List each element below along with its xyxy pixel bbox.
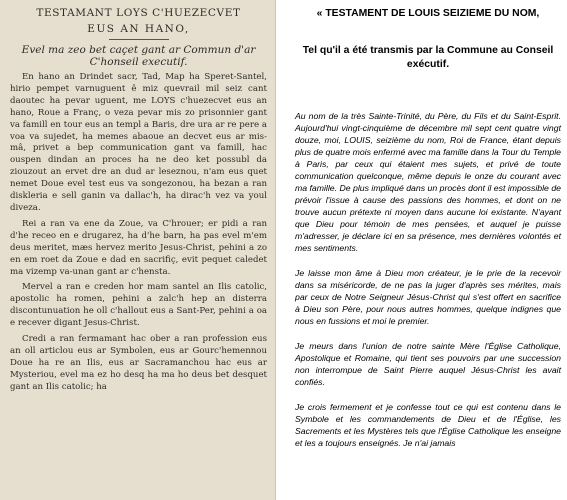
scan-paragraph-4: Credi a ran fermamant hac ober a ran profession eus an oll articlou eus ar Symbolen, eus ar Gourc'hemennou Doue ha re an Ilis, eus ar Sacramanchou hac eus ar Mysteriou, evel ma ez ho desq ha ma ho deus bet desquet gant an Ilis catolic; ha xyxy=(10,334,267,392)
french-translation xyxy=(295,0,561,500)
translation-subtitle: Tel qu'il a été transmis par la Commune au Conseil exécutif. xyxy=(302,45,554,70)
translation-paragraph-4: Je crois fermement et je confesse tout ce qui est contenu dans le Symbole et les commandements de Dieu et de l'Église, les Sacrements et les Mystères tels que l'Église Catholique les enseigne et les a toujours enseignés. Je n'ai jamais xyxy=(295,402,561,448)
breton-scan xyxy=(0,0,276,500)
translation-paragraph-1: Au nom de la très Sainte-Trinité, du Père, du Fils et du Saint-Esprit. Aujourd'hui vingt-cinquième de décembre mil sept cent quatre vingt douze, moi, LOUIS, seizième du nom, Roi de France, étant depuis plus de quatre mois enfermé avec ma famille dans la Tour du Temple à Paris, par ceux qui étaient mes sujets, et privé de toute communication quelconque, même depuis le onze du courant avec ma famille. De plus impliqué dans un procès dont il est impossible de prévoir l'issue à cause des passions des hommes, et dont on ne trouve aucun prétexte ni moyen dans aucune loi existante. N'ayant que Dieu pour témoin de mes pensées, et auquel je puisse m'adresser, je déclare ici en sa présence, mes dernières volontés et mes sentiments. xyxy=(295,111,561,253)
translation-paragraph-2: Je laisse mon âme à Dieu mon créateur, je le prie de la recevoir dans sa miséricorde, de ne pas la juger d'après ses mérites, mais par ceux de Notre Seigneur Jésus-Christ qui s'est offert en sacrifice à Dieu son Père, pour nous autres hommes, quelque indignes que nous en fussions et moi le premier. xyxy=(295,268,561,326)
translation-title: « TESTAMENT DE LOUIS SEIZIEME DU NOM, xyxy=(316,8,540,19)
scan-divider xyxy=(109,39,169,40)
scan-paragraph-2: Rei a ran va ene da Zoue, va C'hrouer; er pidi a ran d'he receo en e drugarez, ha d'he barn, ha pas evel m'em deus meritet, mæs hervez merito Jesus-Christ, pehini a zo en em roet da Zoue e dad en sacrifiç, evit pequet caledet ma vizemp va-unan gant ar c'hensta. xyxy=(10,218,267,277)
scan-subtitle: Evel ma zeo bet caçet gant ar Commun d'ar C'honseil executif. xyxy=(21,44,256,68)
scan-paragraph-3: Mervel a ran e creden hor mam santel an Ilis catolic, apostolic ha romen, pehini a zalc'h hep an disterra discontunuation he oll c'hallout eus a Sant-Per, pehini a oa e recever digant Jesus-Christ. xyxy=(10,282,267,329)
scan-title-line1: TESTAMANT LOYS C'HUEZECVET xyxy=(36,7,241,19)
translation-paragraph-3: Je meurs dans l'union de notre sainte Mère l'Église Catholique, Apostolique et Romaine, qui tient ses pouvoirs par une succession non interrompue de Saint Pierre auquel Jésus-Christ les avait confiés. xyxy=(295,341,561,387)
scan-title-line2: EUS AN HANO, xyxy=(87,23,190,35)
scan-paragraph-1: En hano an Drindet sacr, Tad, Map ha Speret-Santel, hirio pempet varnuguent ê miz quevrail mil seiz cant daoutec ha pevar uguent, me LOYS c'huezecvet eus an hano, Roue a Franç, o veza pevar mis zo prisonnier gant va famill en tour eus an templ a Baris, dre ura ar re pere a voa va sujedet, ha memes abaoue an decvet eus ar mis-mâ, privet a bep communication gant va famill, hac ouspen dindan an proces ha ne deo ket possubl da ziouzout an ervet dre an dud ar leseznou, n'am eus quet nemet Doue evel test eus va songezonou, ha bezan a ran diskleria e sell ganin va dallac'h, ha dirac'h vez va youl diveza. xyxy=(10,72,267,213)
